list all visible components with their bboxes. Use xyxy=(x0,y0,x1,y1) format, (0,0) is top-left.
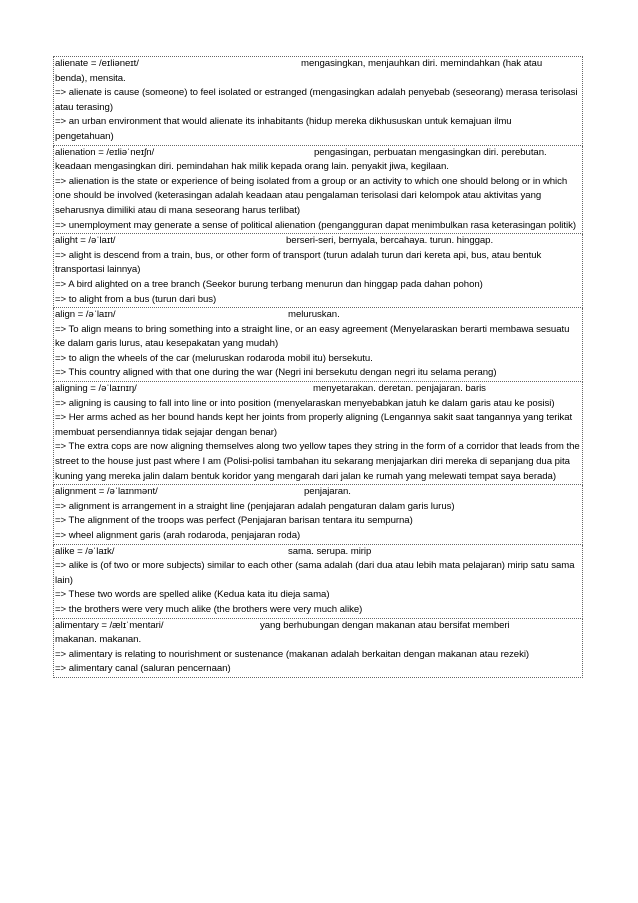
example-line: => alienation is the state or experience of being isolated from a group or an activity to which one should belong or in which one should be involved (keterasingan adalah keadaan atau pengalaman terisolasi dari kelompok atau aktivitas yang seharusnya dimiliki atau di mana seseorang harus terlibat) xyxy=(55,175,568,216)
headword: alignment = /əˈlaɪnmənt/ xyxy=(55,486,158,498)
meaning: berseri-seri, bernyala, bercahaya. turun. hinggap. xyxy=(286,235,494,247)
dictionary-page xyxy=(53,56,583,678)
headword: alienate = /eɪliəneɪt/ xyxy=(55,58,139,69)
example-line: => alignment is arrangement in a straight line (penjajaran adalah pengaturan dalam garis lurus) xyxy=(55,500,455,512)
meaning: yang berhubungan dengan makanan atau bersifat memberi xyxy=(260,619,510,631)
example-line: => alimentary is relating to nourishment or sustenance (makanan adalah berkaitan dengan makanan atau rezeki) xyxy=(55,648,530,660)
entry-headline xyxy=(55,234,581,249)
entry-align xyxy=(53,308,583,382)
example-line: => The alignment of the troops was perfect (Penjajaran barisan tentara itu sempurna) xyxy=(55,515,413,527)
entry-alike xyxy=(53,545,583,619)
entry-headline xyxy=(55,146,581,161)
meaning: penjajaran. xyxy=(304,486,351,498)
example-line: => an urban environment that would alienate its inhabitants (hidup mereka dikhususkan untuk kemajuan ilmu xyxy=(55,116,512,128)
entry-aligning xyxy=(53,382,583,485)
headword: alike = /əˈlaɪk/ xyxy=(55,545,115,557)
example-line: => alight is descend from a train, bus, or other form of transport (turun adalah turun dari kereta api, bus, atau bentuk transportasi lainnya) xyxy=(55,249,542,276)
entry-headline xyxy=(55,57,581,72)
meaning-continued: benda), mensita. xyxy=(55,72,126,84)
entry-alimentary xyxy=(53,619,583,678)
example-line: => unemployment may generate a sense of political alienation (pengangguran dapat menimbulkan rasa keterasingan politik) xyxy=(55,219,576,231)
headword: alienation = /eɪliəˈneɪʃn/ xyxy=(55,146,155,158)
meaning: meluruskan. xyxy=(288,309,340,321)
example-line: => This country aligned with that one during the war (Negri ini bersekutu dengan negri itu selama perang) xyxy=(55,367,497,379)
entry-headline xyxy=(55,545,581,560)
entry-headline xyxy=(55,308,581,323)
example-line: => wheel alignment garis (arah rodaroda, penjajaran roda) xyxy=(55,530,301,541)
headword: alight = /əˈlaɪt/ xyxy=(55,235,116,247)
example-line: => the brothers were very much alike (the brothers were very much alike) xyxy=(55,603,363,615)
entry-headline xyxy=(55,485,581,500)
entry-headline xyxy=(55,382,581,397)
meaning: pengasingan, perbuatan mengasingkan diri. perebutan. xyxy=(314,146,547,158)
headword: alimentary = /ælɪˈmentari/ xyxy=(55,619,164,631)
example-line: => aligning is causing to fall into line or into position (menyelaraskan menyebabkan jatuh ke dalam garis atau ke posisi) xyxy=(55,397,555,409)
entry-alienate xyxy=(53,56,583,146)
example-line: => alimentary canal (saluran pencernaan) xyxy=(55,663,231,675)
example-line: => A bird alighted on a tree branch (Seekor burung terbang menurun dan hinggap pada dahan pohon) xyxy=(55,278,483,290)
example-line: => to align the wheels of the car (meluruskan rodaroda mobil itu) bersekutu. xyxy=(55,352,373,364)
meaning: mengasingkan, menjauhkan diri. memindahkan (hak atau xyxy=(301,58,543,69)
example-line: => These two words are spelled alike (Kedua kata itu dieja sama) xyxy=(55,589,330,601)
example-line: => alienate is cause (someone) to feel isolated or estranged (mengasingkan adalah penyebab (seseorang) merasa terisolasi atau terasing) xyxy=(55,87,578,113)
example-line: => The extra cops are now aligning themselves along two yellow tapes they string in the form of a corridor that leads from the street to the house just past where I am (Polisi-polisi tambahan itu sekarang menjajarkan diri mereka di sepanjang dua pita kuning yang mereka jalin dalam bentuk koridor yang mengarah dari jalan ke rumah yang melewati tempat saya berada) xyxy=(55,441,580,482)
example-line: => to alight from a bus (turun dari bus) xyxy=(55,293,217,305)
meaning-continued: keadaan mengasingkan diri. pemindahan hak milik kepada orang lain. penyakit jiwa, kegilaan. xyxy=(55,161,449,173)
meaning: menyetarakan. deretan. penjajaran. baris xyxy=(313,383,486,395)
entry-alight xyxy=(53,234,583,308)
example-line: => alike is (of two or more subjects) similar to each other (sama adalah (dari dua atau lebih mata pelajaran) mirip satu sama lain) xyxy=(55,560,575,586)
entry-alignment xyxy=(53,485,583,544)
example-line: => To align means to bring something into a straight line, or an easy agreement (Menyelaraskan berarti membawa sesuatu ke dalam garis lurus, atau kesepakatan yang mudah) xyxy=(55,323,570,350)
entry-alienation xyxy=(53,146,583,235)
meaning-continued: makanan. makanan. xyxy=(55,634,142,646)
headword: align = /əˈlaɪn/ xyxy=(55,309,116,321)
meaning: sama. serupa. mirip xyxy=(288,545,372,557)
entry-headline xyxy=(55,619,581,634)
example-line: => Her arms ached as her bound hands kept her joints from properly aligning (Lengannya sakit saat tangannya yang terikat membuat persendiannya tidak sejajar dengan benar) xyxy=(55,412,573,438)
example-line: pengetahuan) xyxy=(55,130,114,142)
headword: aligning = /əˈlaɪnɪŋ/ xyxy=(55,383,137,395)
